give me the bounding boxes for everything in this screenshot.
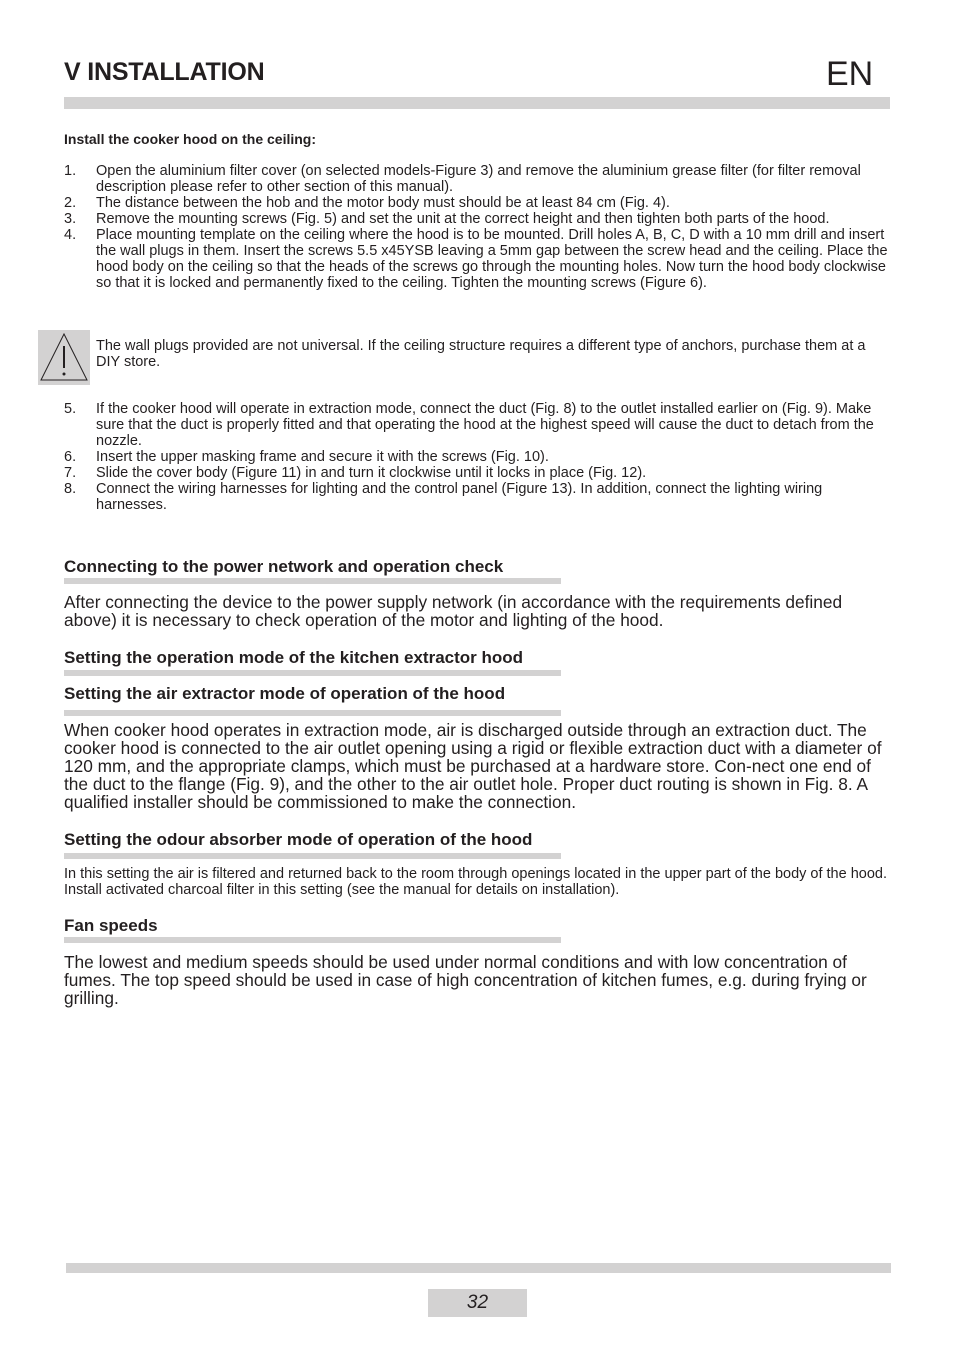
list-item: 6. Insert the upper masking frame and secure it with the screws (Fig. 10). [64, 449, 549, 465]
absorber-heading: Setting the odour absorber mode of operation of the hood [64, 830, 533, 849]
fan-text: The lowest and medium speeds should be used under normal conditions and with low concentration of fumes. The top speed should be used in case of high concentration of kitchen fumes, e.g. during frying or grilling. [64, 952, 867, 1008]
power-text: After connecting the device to the power supply network (in accordance with the requirements defined above) it is necessary to check operation of the motor and lighting of the hood. [64, 592, 843, 630]
header-divider [64, 97, 890, 109]
list-item: 1. Open the aluminium filter cover (on selected models-Figure 3) and remove the aluminium grease filter (for filter removal description please refer to other section of this manual). [64, 163, 861, 195]
section-divider [64, 578, 561, 584]
mode-heading: Setting the operation mode of the kitchen extractor hood [64, 648, 524, 667]
section-divider [64, 937, 561, 943]
list-item: 4. Place mounting template on the ceiling where the hood is to be mounted. Drill holes A, B, C, D with a 10 mm drill and insert the wall plugs in them. Insert the screws 5.5 x45YSB leaving a 5mm gap between the screw head and the ceiling. Place the hood body on the ceiling so that the heads of the screws go through the mounting holes. Now turn the hood body clockwise so that it is locked and permanently fixed to the ceiling. Tighten the mounting screws (Figure 6). [64, 227, 888, 291]
absorber-text: In this setting the air is filtered and returned back to the room through openings located in the upper part of the body of the hood. Install activated charcoal filter in this setting (see the manual for details on installation). [64, 866, 888, 898]
install-steps-list [64, 163, 890, 291]
page-number: 32 [428, 1289, 527, 1317]
warning-box [38, 330, 90, 385]
list-item: 2. The distance between the hob and the motor body must should be at least 84 cm (Fig. 4). [64, 195, 670, 211]
language-code: EN [826, 55, 874, 93]
install-steps-list-continued [64, 401, 890, 513]
section-divider [64, 853, 561, 859]
section-divider [64, 670, 561, 676]
warning-triangle-icon [38, 330, 90, 385]
extractor-heading: Setting the air extractor mode of operation of the hood [64, 684, 506, 703]
warning-text: The wall plugs provided are not universal. If the ceiling structure requires a different type of anchors, purchase them at a DIY store. [96, 338, 866, 370]
list-item: 8. Connect the wiring harnesses for lighting and the control panel (Figure 13). In addition, connect the lighting wiring harnesses. [64, 481, 823, 513]
footer-divider [66, 1263, 891, 1273]
install-heading: Install the cooker hood on the ceiling: [64, 131, 317, 147]
fan-heading: Fan speeds [64, 916, 158, 935]
list-item: 5. If the cooker hood will operate in extraction mode, connect the duct (Fig. 8) to the outlet installed earlier on (Fig. 9). Make sure that the duct is properly fitted and that operating the hood at the highest speed will cause the duct to detach from the nozzle. [64, 401, 874, 449]
section-divider [64, 710, 561, 716]
list-item: 7. Slide the cover body (Figure 11) in and turn it clockwise until it locks in place (Fig. 12). [64, 465, 647, 481]
extractor-text: When cooker hood operates in extraction mode, air is discharged outside through an extraction duct. The cooker hood is connected to the air outlet opening using a rigid or flexible extraction duct with a diameter of 120 mm, and the appropriate clamps, which must be purchased at a hardware store. Con-nect one end of the duct to the flange (Fig. 9), and the other to the air outlet hole. Proper duct routing is shown in Fig. 8. A qualified installer should be commissioned to make the connection. [64, 720, 882, 812]
power-heading: Connecting to the power network and operation check [64, 557, 504, 576]
page-title: V INSTALLATION [64, 58, 265, 86]
list-item: 3. Remove the mounting screws (Fig. 5) and set the unit at the correct height and then tighten both parts of the hood. [64, 211, 830, 227]
